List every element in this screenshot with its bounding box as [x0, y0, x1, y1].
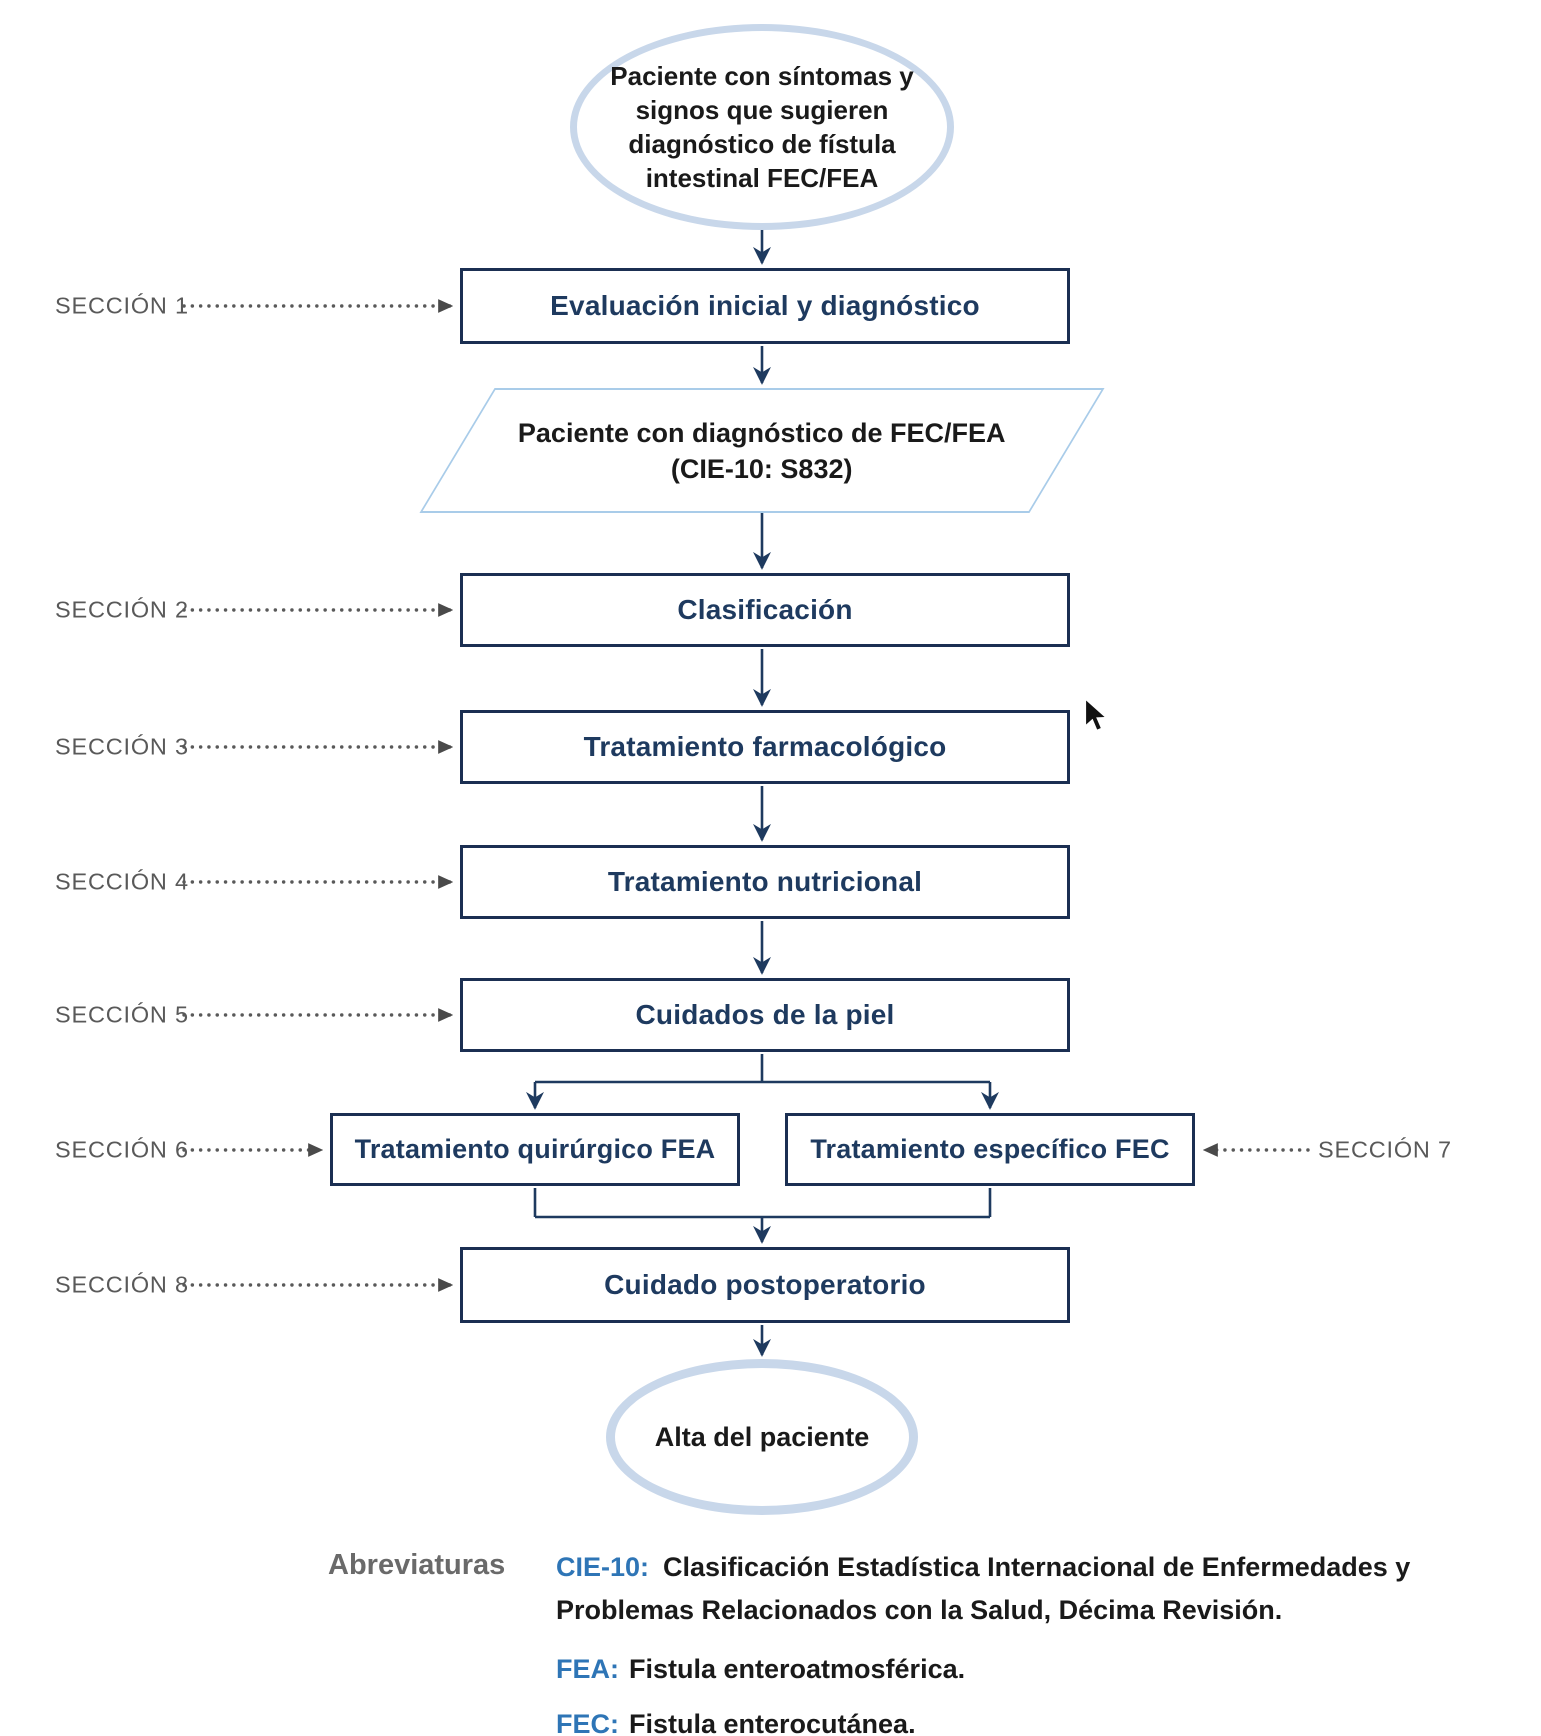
section-5-label: SECCIÓN 5	[55, 1001, 189, 1028]
mouse-cursor-icon	[1081, 696, 1115, 734]
step-piel-box	[460, 978, 1070, 1052]
step-piel-label: Cuidados de la piel	[635, 999, 895, 1030]
step-postoperatorio-box	[460, 1247, 1070, 1323]
diagnostico-line2: (CIE-10: S832)	[671, 453, 853, 484]
step-farmacologico-box	[460, 710, 1070, 784]
abbreviation-fec	[556, 1703, 1506, 1736]
abbreviation-fea	[556, 1648, 1506, 1691]
step-clasificacion-label: Clasificación	[677, 594, 853, 625]
abbreviation-fea-definition: Fistula enteroatmosférica.	[629, 1654, 966, 1684]
section-1-label: SECCIÓN 1	[55, 292, 189, 319]
step-farmacologico-label: Tratamiento farmacológico	[583, 731, 947, 762]
abbreviation-cie10	[556, 1546, 1506, 1632]
step-postoperatorio-label: Cuidado postoperatorio	[604, 1269, 926, 1300]
diagnostico-label	[459, 415, 1065, 487]
abbreviation-fec-definition: Fistula enterocutánea.	[629, 1709, 916, 1736]
abbreviations-heading: Abreviaturas	[328, 1549, 506, 1581]
step-clasificacion-box	[460, 573, 1070, 647]
step-quirurgico-fea-box	[330, 1113, 740, 1186]
diagnostico-parallelogram	[419, 388, 1104, 513]
step-evaluacion-box	[460, 268, 1070, 344]
section-8-label: SECCIÓN 8	[55, 1271, 189, 1298]
step-especifico-fec-label: Tratamiento específico FEC	[810, 1134, 1170, 1164]
step-quirurgico-fea-label: Tratamiento quirúrgico FEA	[354, 1134, 716, 1164]
abbreviation-fea-term: FEA:	[556, 1654, 619, 1684]
section-3-label: SECCIÓN 3	[55, 733, 189, 760]
end-terminator-label: Alta del paciente	[654, 1421, 870, 1452]
section-7-label: SECCIÓN 7	[1318, 1136, 1452, 1163]
step-nutricional-label: Tratamiento nutricional	[607, 866, 923, 897]
step-evaluacion-label: Evaluación inicial y diagnóstico	[550, 290, 980, 321]
section-6-label: SECCIÓN 6	[55, 1136, 189, 1163]
section-4-label: SECCIÓN 4	[55, 868, 189, 895]
end-terminator	[606, 1359, 918, 1515]
abbreviation-fec-term: FEC:	[556, 1709, 619, 1736]
section-2-label: SECCIÓN 2	[55, 596, 189, 623]
diagnostico-line1: Paciente con diagnóstico de FEC/FEA	[518, 417, 1006, 448]
abbreviation-cie10-term: CIE-10:	[556, 1552, 650, 1582]
start-terminator-label: Paciente con síntomas y signos que sugieren diagnóstico de fístula intestinal FEC/FEA	[610, 61, 914, 193]
start-terminator	[570, 24, 954, 230]
step-especifico-fec-box	[785, 1113, 1195, 1186]
abbreviation-cie10-definition: Clasificación Estadística Internacional de Enfermedades y Problemas Relacionados con la Salud, Décima Revisión.	[556, 1552, 1411, 1625]
step-nutricional-box	[460, 845, 1070, 919]
